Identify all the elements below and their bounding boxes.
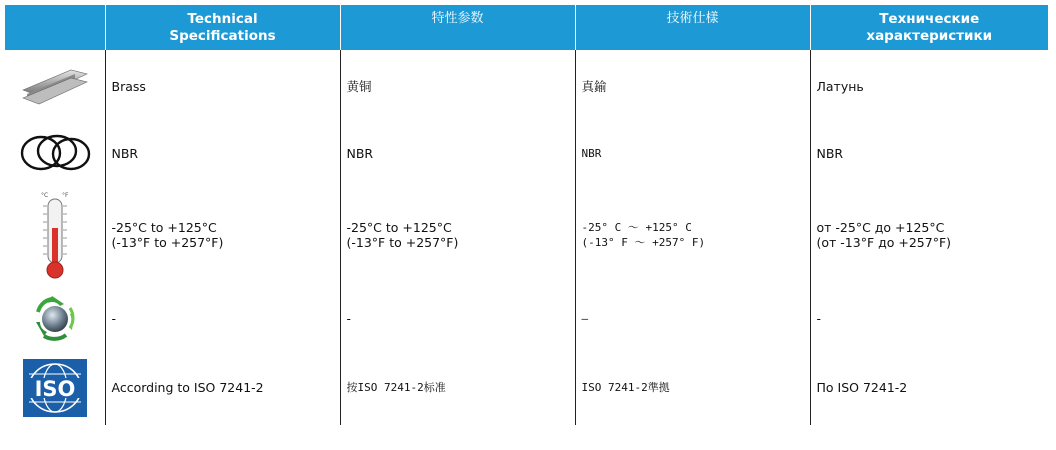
svg-text:°C: °C	[40, 192, 48, 199]
recycling-chinese: -	[340, 286, 575, 350]
header-japanese: 技術仕樣	[575, 5, 810, 50]
seal-english: NBR	[105, 122, 340, 184]
seal-chinese: NBR	[340, 122, 575, 184]
iso-logo-icon	[5, 350, 105, 425]
svg-text:°F: °F	[61, 192, 69, 199]
row-material-body	[5, 50, 1048, 122]
seal-russian: NBR	[810, 122, 1048, 184]
row-standard	[5, 350, 1048, 425]
brass-beam-icon	[5, 50, 105, 122]
temperature-english: -25°C to +125°C (-13°F to +257°F)	[105, 184, 340, 286]
header-row	[5, 5, 1048, 50]
header-icon-column	[5, 5, 105, 50]
header-russian: Технические характеристики	[810, 5, 1048, 50]
recycling-japanese: –	[575, 286, 810, 350]
o-rings-icon	[5, 122, 105, 184]
thermometer-icon	[5, 184, 105, 286]
row-recycling	[5, 286, 1048, 350]
standard-chinese: 按ISO 7241-2标准	[340, 350, 575, 425]
row-temperature-range	[5, 184, 1048, 286]
temperature-japanese: -25° C ～ +125° C (-13° F ～ +257° F)	[575, 184, 810, 286]
recycling-english: -	[105, 286, 340, 350]
material-japanese: 真鍮	[575, 50, 810, 122]
material-russian: Латунь	[810, 50, 1048, 122]
temperature-russian: от -25°C до +125°C (от -13°F до +257°F)	[810, 184, 1048, 286]
material-chinese: 黄铜	[340, 50, 575, 122]
temperature-chinese: -25°C to +125°C (-13°F to +257°F)	[340, 184, 575, 286]
standard-japanese: ISO 7241-2準拠	[575, 350, 810, 425]
header-english: Technical Specifications	[105, 5, 340, 50]
recycling-globe-icon	[5, 286, 105, 350]
recycling-russian: -	[810, 286, 1048, 350]
seal-japanese: NBR	[575, 122, 810, 184]
material-english: Brass	[105, 50, 340, 122]
standard-russian: По ISO 7241-2	[810, 350, 1048, 425]
row-seal-material	[5, 122, 1048, 184]
header-chinese-simplified: 特性参数	[340, 5, 575, 50]
standard-english: According to ISO 7241-2	[105, 350, 340, 425]
iso-logo-text: ISO	[34, 376, 76, 401]
specifications-table	[5, 5, 1048, 425]
